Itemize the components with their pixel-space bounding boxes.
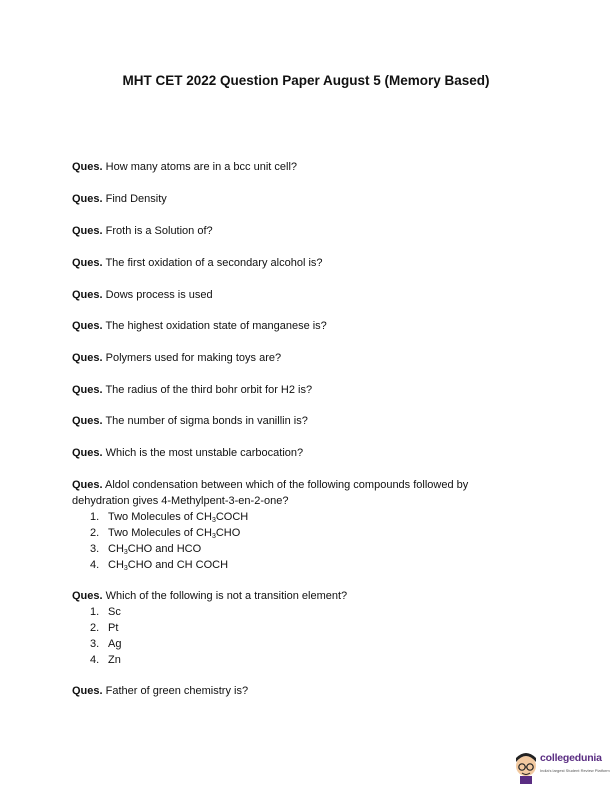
question-text: Dows process is used bbox=[105, 289, 213, 301]
question-2 bbox=[72, 191, 532, 207]
question-5 bbox=[72, 287, 532, 303]
question-text: The radius of the third bohr orbit for H2 is? bbox=[105, 384, 313, 396]
aldol-options bbox=[90, 509, 248, 573]
question-1 bbox=[72, 159, 532, 175]
ques-label: Ques. bbox=[72, 685, 103, 697]
question-text: The number of sigma bonds in vanillin is? bbox=[105, 415, 308, 427]
option-number: 4. bbox=[90, 654, 100, 666]
question-text: Find Density bbox=[105, 193, 167, 205]
brand-name: collegedunia bbox=[540, 752, 602, 764]
option-number: 3. bbox=[90, 638, 100, 650]
option-item bbox=[90, 557, 248, 573]
option-text: Sc bbox=[108, 606, 121, 618]
option-item bbox=[90, 509, 248, 525]
question-10 bbox=[72, 445, 532, 461]
ques-label: Ques. bbox=[72, 384, 103, 396]
transition-options bbox=[90, 604, 121, 668]
option-number: 2. bbox=[90, 527, 100, 539]
option-text: $CH_3CHO$ and CH COCH bbox=[108, 559, 229, 572]
option-text: $CH_3CHO$ and HCO bbox=[108, 543, 202, 556]
question-aldol bbox=[72, 477, 532, 509]
option-item bbox=[90, 604, 121, 620]
option-number: 3. bbox=[90, 543, 100, 555]
ques-label: Ques. bbox=[72, 479, 103, 491]
mascot-icon bbox=[516, 753, 536, 784]
question-9 bbox=[72, 413, 532, 429]
option-number: 1. bbox=[90, 511, 100, 523]
option-text: Ag bbox=[108, 638, 122, 650]
question-8 bbox=[72, 382, 532, 398]
question-text-cont: dehydration gives 4-Methylpent-3-en-2-one? bbox=[72, 495, 289, 507]
option-number: 1. bbox=[90, 606, 100, 618]
question-text: Polymers used for making toys are? bbox=[105, 352, 282, 364]
page-title: MHT CET 2022 Question Paper August 5 (Memory Based) bbox=[122, 73, 490, 88]
question-text: Which of the following is not a transition element? bbox=[105, 590, 348, 602]
question-6 bbox=[72, 318, 532, 334]
option-item bbox=[90, 620, 121, 636]
question-text: The highest oxidation state of manganese is? bbox=[105, 320, 327, 332]
ques-label: Ques. bbox=[72, 225, 103, 237]
question-text: Father of green chemistry is? bbox=[105, 685, 249, 697]
ques-label: Ques. bbox=[72, 590, 103, 602]
option-number: 4. bbox=[90, 559, 100, 571]
question-7 bbox=[72, 350, 532, 366]
option-item bbox=[90, 636, 121, 652]
question-text: Froth is a Solution of? bbox=[105, 225, 213, 237]
ques-label: Ques. bbox=[72, 320, 103, 332]
ques-label: Ques. bbox=[72, 193, 103, 205]
option-text: Zn bbox=[108, 654, 121, 666]
option-number: 2. bbox=[90, 622, 100, 634]
question-transition bbox=[72, 588, 532, 604]
option-item bbox=[90, 541, 248, 557]
option-text: Two Molecules of $CH_3COCH$ bbox=[108, 511, 249, 524]
ques-label: Ques. bbox=[72, 257, 103, 269]
option-item bbox=[90, 652, 121, 668]
ques-label: Ques. bbox=[72, 352, 103, 364]
question-text: Which is the most unstable carbocation? bbox=[105, 447, 304, 459]
ques-label: Ques. bbox=[72, 447, 103, 459]
option-item bbox=[90, 525, 248, 541]
question-text: How many atoms are in a bcc unit cell? bbox=[105, 161, 298, 173]
question-3 bbox=[72, 223, 532, 239]
question-4 bbox=[72, 255, 532, 271]
ques-label: Ques. bbox=[72, 289, 103, 301]
ques-label: Ques. bbox=[72, 161, 103, 173]
question-text: Aldol condensation between which of the following compounds followed by bbox=[105, 479, 469, 491]
question-last bbox=[72, 683, 532, 699]
brand-tagline: India's largest Student Review Platform bbox=[540, 768, 610, 773]
question-text: The first oxidation of a secondary alcohol is? bbox=[105, 257, 323, 269]
ques-label: Ques. bbox=[72, 415, 103, 427]
option-text: Two Molecules of $CH_3CHO$ bbox=[108, 527, 241, 540]
option-text: Pt bbox=[108, 622, 119, 634]
